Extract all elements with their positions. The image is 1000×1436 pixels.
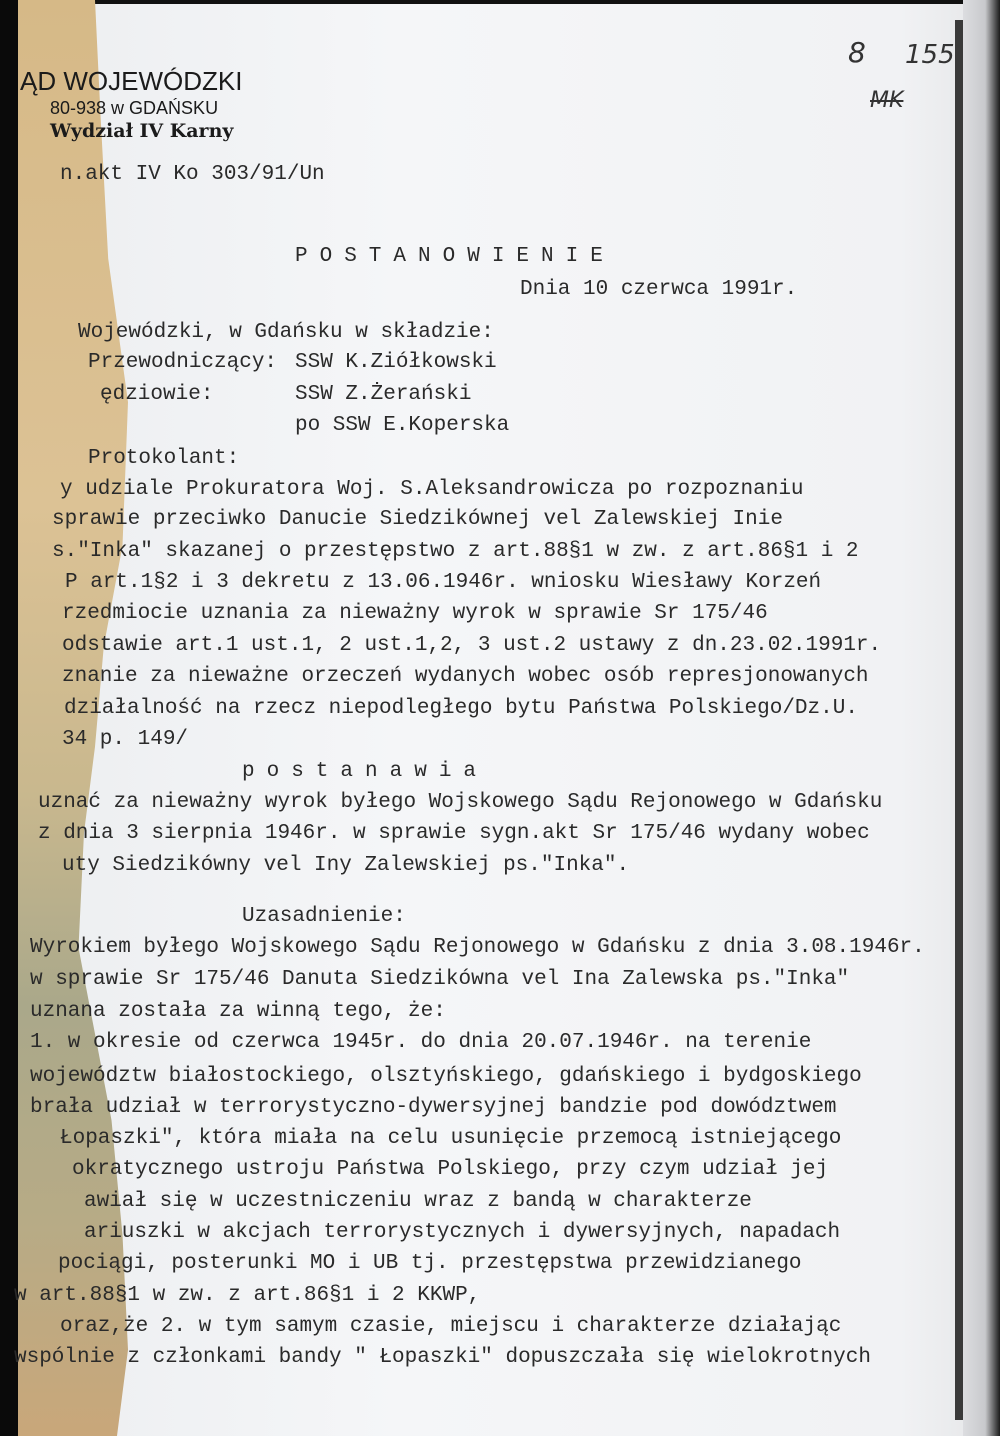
justification-line: brała udział w terrorystyczno-dywersyjnej bandzie pod dowództwem xyxy=(30,1096,837,1119)
scan-right-edge xyxy=(963,0,1000,1436)
clerk-label: Protokolant: xyxy=(88,447,240,470)
justification-line: Wyrokiem byłego Wojskowego Sądu Rejonowego w Gdańsku z dnia 3.08.1946r. xyxy=(30,936,925,959)
justification-line: uznana została za winną tego, że: xyxy=(30,1000,446,1023)
stamp-court-name: ĄD WOJEWÓDZKI xyxy=(20,66,243,96)
justification-line: w art.88§1 w zw. z art.86§1 i 2 KKWP, xyxy=(14,1284,481,1307)
justification-line: oraz,że 2. w tym samym czasie, miejscu i charakterze działając xyxy=(60,1315,842,1338)
document-date: Dnia 10 czerwca 1991r. xyxy=(520,278,798,301)
justification-line: Łopaszki", która miała na celu usunięcie przemocą istniejącego xyxy=(60,1127,842,1150)
justification-line: pociągi, posterunki MO i UB tj. przestępstwa przewidzianego xyxy=(58,1252,802,1275)
chair-label: Przewodniczący: xyxy=(88,351,278,374)
decision-line: z dnia 3 sierpnia 1946r. w sprawie sygn.akt Sr 175/46 wydany wobec xyxy=(38,822,870,845)
intro-line: rzedmiocie uznania za nieważny wyrok w sprawie Sr 175/46 xyxy=(62,602,768,625)
intro-line: działalność na rzecz niepodległego bytu Państwa Polskiego/Dz.U. xyxy=(64,697,858,720)
justification-heading: Uzasadnienie: xyxy=(242,905,406,928)
initials-mark: MK xyxy=(870,88,904,113)
court-composition: Wojewódzki, w Gdańsku w składzie: xyxy=(78,321,494,344)
intro-line: znanie za nieważne orzeczeń wydanych wobec osób represjonowanych xyxy=(62,665,869,688)
justification-line: okratycznego ustroju Państwa Polskiego, przy czym udział jej xyxy=(72,1158,829,1181)
justification-line: w sprawie Sr 175/46 Danuta Siedzikówna vel Ina Zalewska ps."Inka" xyxy=(30,968,850,991)
intro-line: P art.1§2 i 3 dekretu z 13.06.1946r. wniosku Wiesławy Korzeń xyxy=(65,571,822,594)
judge-1: SSW Z.Żerański xyxy=(295,383,472,406)
decision-line: uty Siedzikówny vel Iny Zalewskiej ps."Inka". xyxy=(62,854,630,877)
intro-line: 34 p. 149/ xyxy=(62,728,189,751)
case-number: n.akt IV Ko 303/91/Un xyxy=(60,163,325,186)
justification-line: ariuszki w akcjach terrorystycznych i dywersyjnych, napadach xyxy=(84,1221,841,1244)
decision-heading: postanawia xyxy=(242,760,489,783)
judge-2: po SSW E.Koperska xyxy=(295,414,510,437)
stamp-division: Wydział IV Karny xyxy=(50,120,234,142)
intro-line: s."Inka" skazanej o przestępstwo z art.88§1 w zw. z art.86§1 i 2 xyxy=(52,540,859,563)
chair-name: SSW K.Ziółkowski xyxy=(295,351,497,374)
scan-left-edge xyxy=(0,0,18,1436)
justification-line: województw białostockiego, olsztyńskiego, gdańskiego i bydgoskiego xyxy=(30,1065,862,1088)
folio-number: 155 xyxy=(905,40,955,70)
intro-line: sprawie przeciwko Danucie Siedzikównej vel Zalewskiej Inie xyxy=(52,508,783,531)
justification-line: awiał się w uczestniczeniu wraz z bandą w charakterze xyxy=(84,1190,752,1213)
intro-line: odstawie art.1 ust.1, 2 ust.1,2, 3 ust.2 ustawy z dn.23.02.1991r. xyxy=(62,634,882,657)
binding-strip xyxy=(955,20,963,1420)
justification-line: 1. w okresie od czerwca 1945r. do dnia 20.07.1946r. na terenie xyxy=(30,1031,812,1054)
document-title: POSTANOWIENIE xyxy=(295,245,615,268)
decision-line: uznać za nieważny wyrok byłego Wojskowego Sądu Rejonowego w Gdańsku xyxy=(38,791,883,814)
folio-mark: 8 xyxy=(848,36,866,69)
intro-line: y udziale Prokuratora Woj. S.Aleksandrowicza po rozpoznaniu xyxy=(60,478,804,501)
stamp-address: 80-938 w GDAŃSKU xyxy=(50,98,219,118)
scan-top-edge xyxy=(0,0,1000,4)
judges-label: ędziowie: xyxy=(100,383,214,406)
justification-line: wspólnie z członkami bandy " Łopaszki" dopuszczała się wielokrotnych xyxy=(14,1346,871,1369)
